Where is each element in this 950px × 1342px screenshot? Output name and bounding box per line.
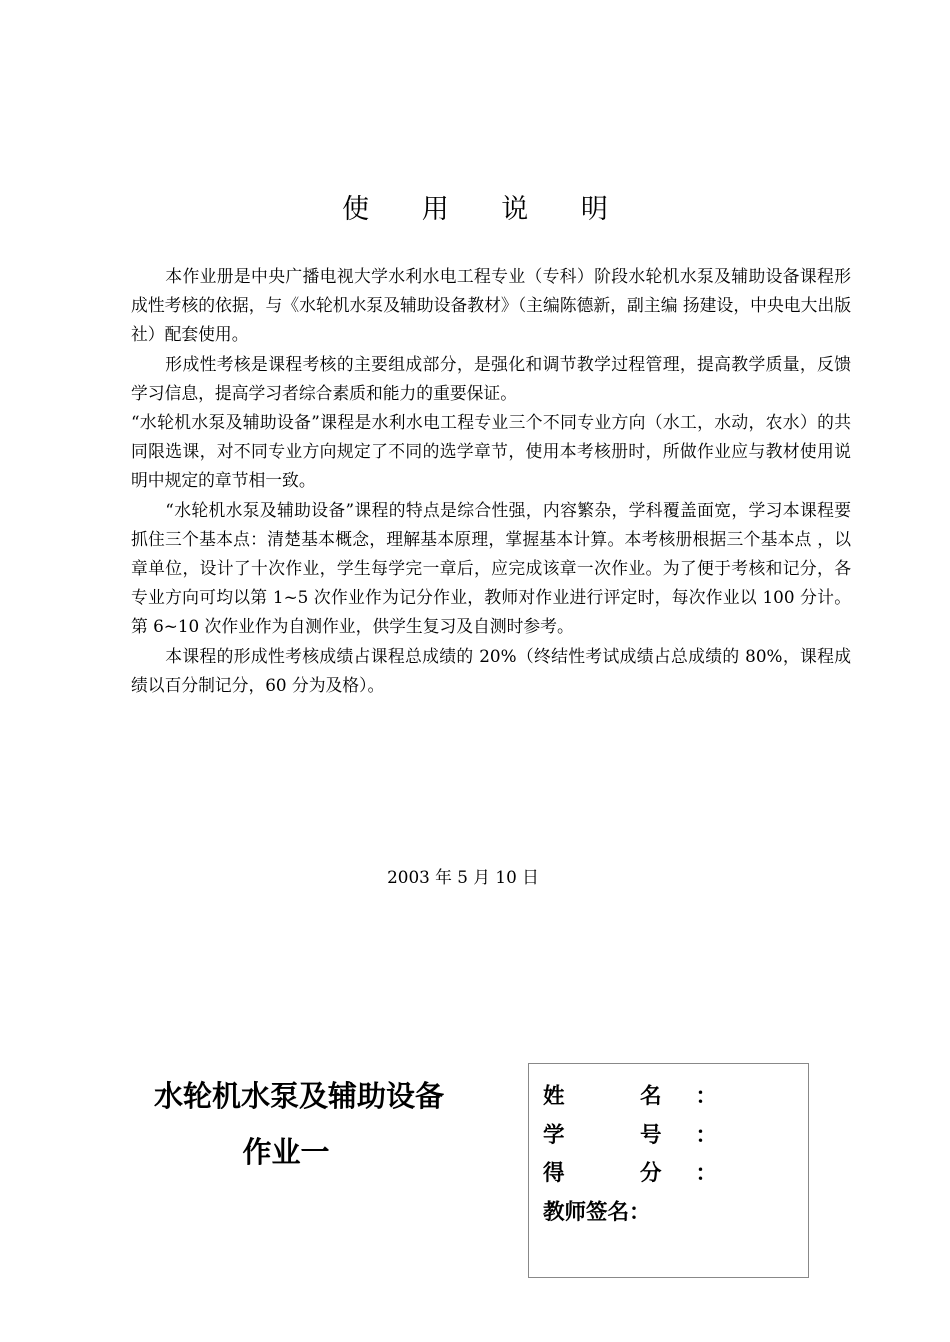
score-row: [543, 1155, 808, 1194]
student-id-row: [543, 1117, 808, 1156]
instructions-body: [131, 262, 851, 700]
paragraph-grading: 本课程的形成性考核成绩占课程总成绩的 20%（终结性考试成绩占总成绩的 80%，课程成绩以百分制记分，60 分为及格）。: [131, 645, 851, 695]
student-info-box: [528, 1063, 809, 1278]
paragraph-assessment: 形成性考核是课程考核的主要组成部分，是强化和调节教学过程管理，提高教学质量，反馈学习信息，提高学习者综合素质和能力的重要保证。: [131, 353, 851, 403]
paragraph-course-features: “水轮机水泵及辅助设备”课程的特点是综合性强，内容繁杂，学科覆盖面宽，学习本课程要抓住三个基本点：清楚基本概念，理解基本原理，掌握基本计算。本考核册根据三个基本点 ，以章单位，设计了十次作业，学生每学完一章后，应完成该章一次作业。为了便于考核和记分，各专业方向可均以第 1~5 次作业作为记分作业，教师对作业进行评定时，每次作业以 100 分计。第 6~10 次作业作为自测作业，供学生复习及自测时参考。: [131, 499, 851, 637]
homework-number: 作业一: [242, 1135, 330, 1169]
name-label: 姓 名：: [543, 1084, 751, 1109]
page-title: 使 用 说 明: [342, 194, 630, 225]
score-label: 得 分：: [543, 1161, 751, 1186]
teacher-signature-label: 教师签名：: [543, 1199, 651, 1225]
course-title: 水轮机水泵及辅助设备: [153, 1079, 444, 1113]
paragraph-intro: 本作业册是中央广播电视大学水利水电工程专业（专科）阶段水轮机水泵及辅助设备课程形成性考核的依据，与《水轮机水泵及辅助设备教材》（主编陈德新，副主编 扬建设，中央电大出版社）配套使用。: [131, 266, 851, 345]
name-row: [543, 1078, 808, 1117]
student-id-label: 学 号：: [543, 1122, 751, 1148]
document-date: 2003 年 5 月 10 日: [387, 867, 539, 887]
teacher-signature-row: [543, 1194, 808, 1233]
paragraph-course-scope: “水轮机水泵及辅助设备”课程是水利水电工程专业三个不同专业方向（水工，水动，农水）的共同限选课，对不同专业方向规定了不同的选学章节，使用本考核册时，所做作业应与教材使用说明中规定的章节相一致。: [131, 412, 851, 491]
